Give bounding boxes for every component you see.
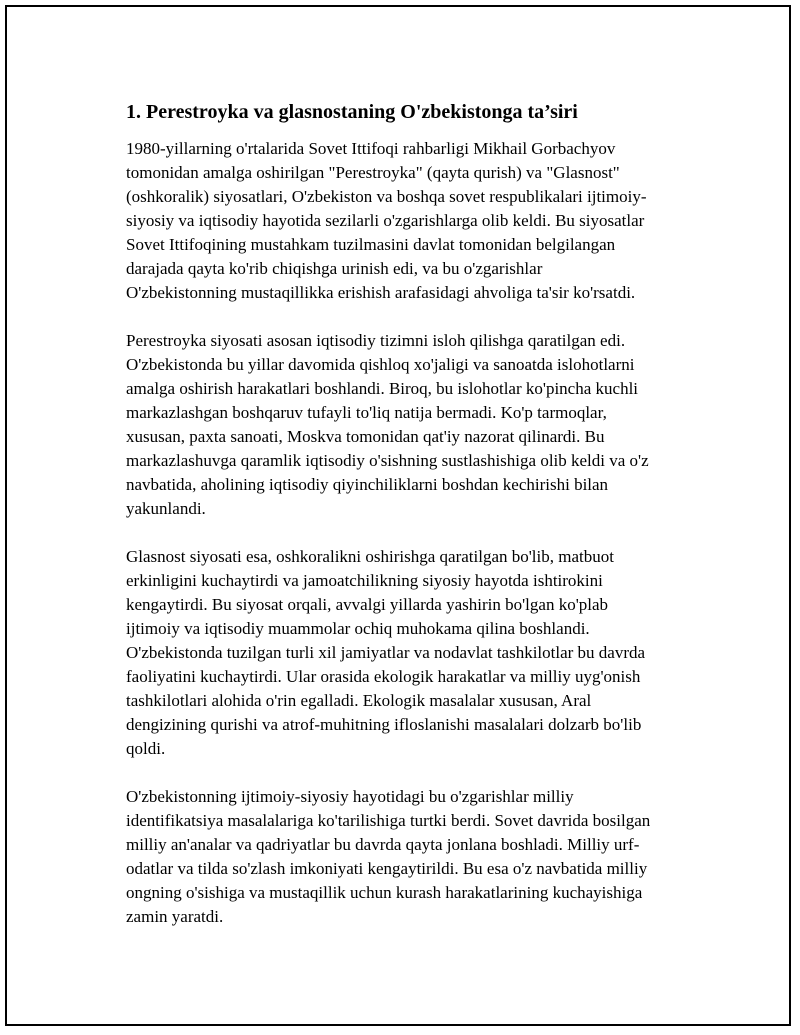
paragraph-line: O'zbekistonning mustaqillikka erishish arafasidagi ahvoliga ta'sir ko'rsatdi. bbox=[126, 283, 636, 302]
paragraph-line: amalga oshirish harakatlari boshlandi. Biroq, bu islohotlar ko'pincha kuchli bbox=[126, 379, 639, 398]
paragraph-line: kengaytirdi. Bu siyosat orqali, avvalgi yillarda yashirin bo'lgan ko'plab bbox=[126, 595, 609, 614]
paragraph-line: O'zbekistonda bu yillar davomida qishloq xo'jaligi va sanoatda islohotlarni bbox=[126, 355, 635, 374]
paragraph-line: Perestroyka siyosati asosan iqtisodiy tizimni isloh qilishga qaratilgan edi. bbox=[126, 331, 626, 350]
paragraph-line: tomonidan amalga oshirilgan "Perestroyka" (qayta qurish) va "Glasnost" bbox=[126, 163, 620, 182]
paragraph-line: dengizining qurishi va atrof-muhitning ifloslanishi masalalari dolzarb bo'lib bbox=[126, 715, 642, 734]
paragraph-3 bbox=[126, 545, 701, 761]
paragraph-2 bbox=[126, 329, 701, 521]
paragraph-line: milliy an'analar va qadriyatlar bu davrda qayta jonlana boshladi. Milliy urf- bbox=[126, 835, 640, 854]
document-body bbox=[126, 99, 701, 953]
paragraph-line: qoldi. bbox=[126, 739, 166, 758]
paragraph-line: ongning o'sishiga va mustaqillik uchun kurash harakatlarining kuchayishiga bbox=[126, 883, 643, 902]
paragraph-line: Glasnost siyosati esa, oshkoralikni oshirishga qaratilgan bo'lib, matbuot bbox=[126, 547, 614, 566]
paragraph-line: O'zbekistonda tuzilgan turli xil jamiyatlar va nodavlat tashkilotlar bu davrda bbox=[126, 643, 646, 662]
paragraph-line: navbatida, aholining iqtisodiy qiyinchiliklarni boshdan kechirishi bilan bbox=[126, 475, 609, 494]
paragraph-line: zamin yaratdi. bbox=[126, 907, 224, 926]
paragraph-line: xususan, paxta sanoati, Moskva tomonidan qat'iy nazorat qilinardi. Bu bbox=[126, 427, 605, 446]
paragraph-line: identifikatsiya masalalariga ko'tarilishiga turtki berdi. Sovet davrida bosilgan bbox=[126, 811, 651, 830]
page-frame bbox=[5, 5, 791, 1026]
paragraph-line: ijtimoiy va iqtisodiy muammolar ochiq muhokama qilina boshlandi. bbox=[126, 619, 590, 638]
paragraph-line: markazlashuvga qaramlik iqtisodiy o'sishning sustlashishiga olib keldi va o'z bbox=[126, 451, 649, 470]
paragraph-line: darajada qayta ko'rib chiqishga urinish edi, va bu o'zgarishlar bbox=[126, 259, 543, 278]
paragraph-line: (oshkoralik) siyosatlari, O'zbekiston va boshqa sovet respublikalari ijtimoiy- bbox=[126, 187, 647, 206]
paragraph-line: 1980-yillarning o'rtalarida Sovet Ittifoqi rahbarligi Mikhail Gorbachyov bbox=[126, 139, 616, 158]
paragraph-line: faoliyatini kuchaytirdi. Ular orasida ekologik harakatlar va milliy uyg'onish bbox=[126, 667, 641, 686]
paragraph-line: tashkilotlari alohida o'rin egalladi. Ekologik masalalar xususan, Aral bbox=[126, 691, 592, 710]
paragraph-line: O'zbekistonning ijtimoiy-siyosiy hayotidagi bu o'zgarishlar milliy bbox=[126, 787, 574, 806]
paragraph-4 bbox=[126, 785, 701, 929]
paragraph-1 bbox=[126, 137, 701, 305]
paragraph-line: siyosiy va iqtisodiy hayotida sezilarli o'zgarishlarga olib keldi. Bu siyosatlar bbox=[126, 211, 645, 230]
paragraph-line: markazlashgan boshqaruv tufayli to'liq natija bermadi. Ko'p tarmoqlar, bbox=[126, 403, 607, 422]
paragraph-line: yakunlandi. bbox=[126, 499, 206, 518]
paragraph-line: erkinligini kuchaytirdi va jamoatchilikning siyosiy hayotda ishtirokini bbox=[126, 571, 603, 590]
paragraph-line: odatlar va tilda so'zlash imkoniyati kengaytirildi. Bu esa o'z navbatida milliy bbox=[126, 859, 648, 878]
document-title: 1. Perestroyka va glasnostaning O'zbekistonga ta’siri bbox=[126, 101, 578, 123]
paragraph-line: Sovet Ittifoqining mustahkam tuzilmasini davlat tomonidan belgilangan bbox=[126, 235, 616, 254]
